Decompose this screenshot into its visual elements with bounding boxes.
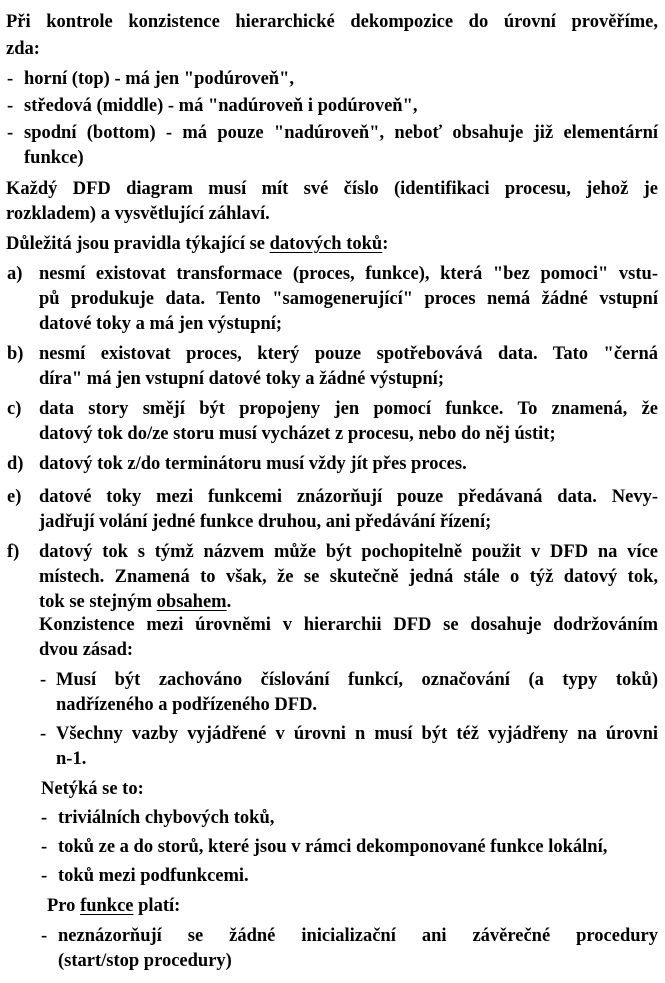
functions-heading	[47, 894, 180, 919]
rule-f-line-2: místech. Znamená to však, že se skutečně jedná stále o týž datový tok,	[39, 567, 658, 587]
intro-line-1: Při kontrole konzistence hierarchické dekompozice do úrovní prověříme,	[6, 12, 658, 32]
bullet: -	[41, 926, 48, 946]
rule-label: b)	[7, 344, 24, 364]
rule-f-line-3	[39, 590, 231, 615]
rule-label: e)	[7, 487, 22, 507]
level-top: horní (top) - má jen "podúroveň",	[24, 69, 294, 89]
dfd-number-line-1: Každý DFD diagram musí mít své číslo (identifikaci procesu, jehož je	[6, 179, 658, 199]
rule-a-line-2: pů produkuje data. Tento "samogenerující" proces nemá žádné vstupní	[39, 289, 658, 309]
rule-f-suffix: .	[226, 592, 232, 612]
rule-c-line-1: data story smějí být propojeny jen pomocí funkce. To znamená, že	[39, 399, 658, 419]
bullet: -	[7, 123, 14, 143]
bullet: -	[7, 96, 14, 116]
rule-label: d)	[7, 454, 24, 474]
bullet: -	[40, 724, 47, 744]
rules-heading-suffix: :	[382, 234, 389, 254]
rule-f-prefix: tok se stejným	[39, 592, 157, 612]
rules-heading-prefix: Důležitá jsou pravidla týkající se	[6, 234, 270, 254]
level-bottom-cont: funkce)	[24, 148, 84, 168]
functions-item-1-line-1: neznázorňují se žádné inicializační ani závěrečné procedury	[58, 926, 658, 946]
level-middle: středová (middle) - má "nadúroveň i podúroveň",	[24, 96, 418, 116]
rule-label: c)	[7, 399, 22, 419]
dfd-number-line-2: rozkladem) a vysvětlující záhlaví.	[6, 204, 270, 224]
rule-label: f)	[7, 542, 20, 562]
intro-line-2: zda:	[6, 39, 40, 59]
rule-e-line-2: jadřují volání jedné funkce druhou, ani předávání řízení;	[39, 512, 492, 532]
level-bottom: spodní (bottom) - má pouze "nadúroveň", neboť obsahuje již elementární	[24, 123, 658, 143]
rule-e-line-1: datové toky mezi funkcemi znázorňují pouze předávaná data. Nevy-	[39, 487, 658, 507]
rule-a-line-3: datové toky a má jen výstupní;	[39, 314, 283, 334]
rules-heading	[6, 232, 388, 257]
exception-item-1: triviálních chybových toků,	[58, 808, 275, 828]
consistency-item-1-line-1: Musí být zachováno číslování funkcí, označování (a typy toků)	[56, 670, 658, 690]
rule-c-line-2: datový tok do/ze storu musí vycházet z procesu, nebo do něj ústit;	[39, 424, 556, 444]
rule-b-line-2: díra" má jen vstupní datové toky a žádné výstupní;	[39, 369, 444, 389]
bullet: -	[41, 837, 48, 857]
exceptions-heading: Netýká se to:	[41, 779, 144, 799]
rule-f-underlined: obsahem	[156, 592, 227, 612]
bullet: -	[7, 69, 14, 89]
rule-d-line-1: datový tok z/do terminátoru musí vždy jít přes proces.	[39, 454, 467, 474]
functions-underlined: funkce	[80, 896, 134, 916]
bullet: -	[40, 670, 47, 690]
consistency-line-1: Konzistence mezi úrovněmi v hierarchii DFD se dosahuje dodržováním	[39, 615, 658, 635]
exception-item-2: toků ze a do storů, které jsou v rámci dekomponované funkce lokální,	[58, 837, 608, 857]
rule-a-line-1: nesmí existovat transformace (proces, funkce), která "bez pomoci" vstu-	[39, 264, 658, 284]
consistency-item-2-line-1: Všechny vazby vyjádřené v úrovni n musí být též vyjádřeny na úrovni	[56, 724, 658, 744]
rule-f-line-1: datový tok s týmž názvem může být pochopitelně použit v DFD na více	[39, 542, 658, 562]
rule-label: a)	[7, 264, 23, 284]
consistency-item-1-line-2: nadřízeného a podřízeného DFD.	[56, 695, 318, 715]
bullet: -	[41, 866, 48, 886]
exception-item-3: toků mezi podfunkcemi.	[58, 866, 249, 886]
bullet: -	[41, 808, 48, 828]
rules-heading-underlined: datových toků	[269, 234, 383, 254]
functions-item-1-line-2: (start/stop procedury)	[58, 951, 232, 971]
functions-prefix: Pro	[47, 896, 81, 916]
functions-suffix: platí:	[133, 896, 181, 916]
consistency-item-2-line-2: n-1.	[56, 749, 87, 769]
rule-b-line-1: nesmí existovat proces, který pouze spotřebovává data. Tato "černá	[39, 344, 658, 364]
consistency-line-2: dvou zásad:	[39, 640, 134, 660]
